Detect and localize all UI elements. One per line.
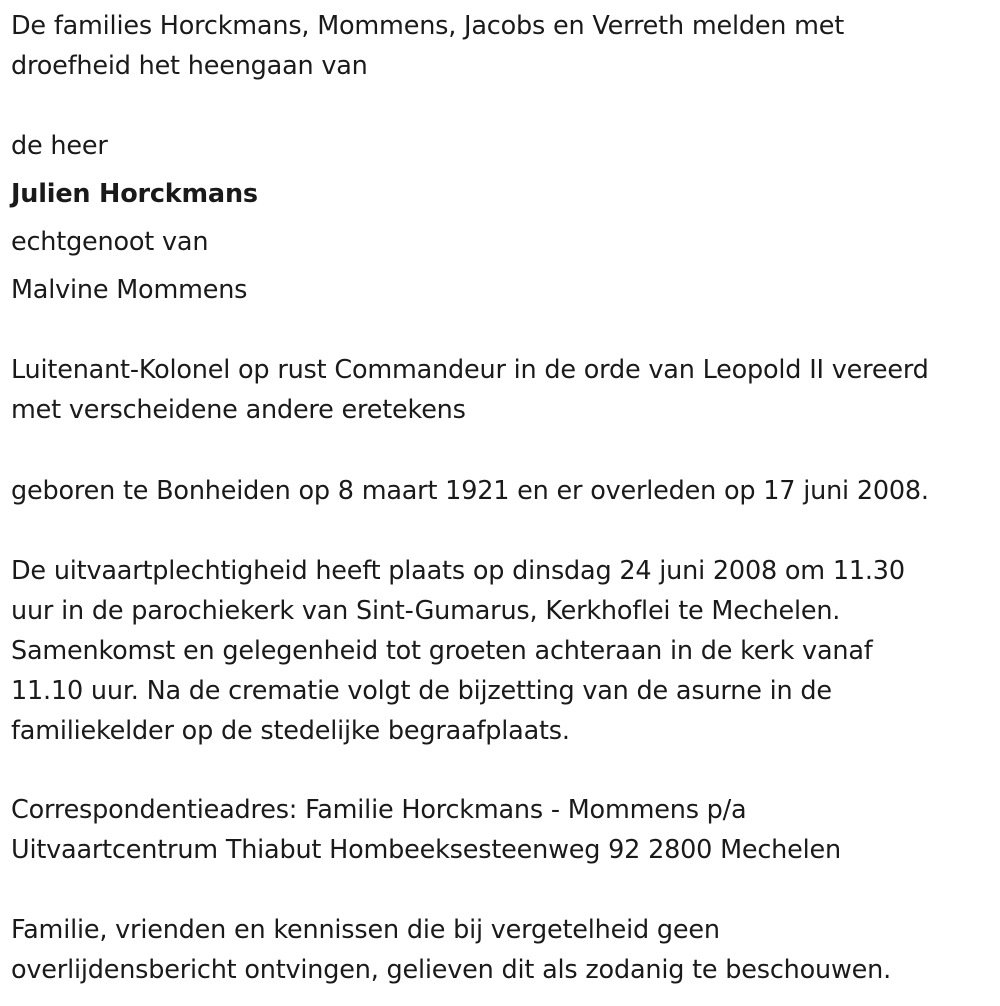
- intro-line-1: De families Horckmans, Mommens, Jacobs en Verreth melden met: [11, 11, 845, 41]
- spouse-name: Malvine Mommens: [11, 275, 248, 305]
- funeral-paragraph: [11, 551, 905, 751]
- funeral-line-5: familiekelder op de stedelijke begraafplaats.: [11, 716, 570, 746]
- correspondence-line-1: Correspondentieadres: Familie Horckmans - Mommens p/a: [11, 795, 747, 825]
- funeral-line-3: Samenkomst en gelegenheid tot groeten achteraan in de kerk vanaf: [11, 636, 873, 666]
- birth-death-line: geboren te Bonheiden op 8 maart 1921 en er overleden op 17 juni 2008.: [11, 476, 929, 506]
- closing-line-2: overlijdensbericht ontvingen, gelieven dit als zodanig te beschouwen.: [11, 955, 892, 985]
- rank-line-1: Luitenant-Kolonel op rust Commandeur in de orde van Leopold II vereerd: [11, 355, 929, 385]
- salutation: de heer: [11, 131, 108, 161]
- intro-paragraph: [11, 6, 844, 86]
- intro-line-2: droefheid het heengaan van: [11, 51, 368, 81]
- rank-paragraph: [11, 350, 929, 430]
- closing-line-1: Familie, vrienden en kennissen die bij vergetelheid geen: [11, 915, 720, 945]
- funeral-line-4: 11.10 uur. Na de crematie volgt de bijzetting van de asurne in de: [11, 676, 832, 706]
- correspondence-line-2: Uitvaartcentrum Thiabut Hombeeksesteenweg 92 2800 Mechelen: [11, 835, 841, 865]
- relation-label: echtgenoot van: [11, 227, 209, 257]
- funeral-line-2: uur in de parochiekerk van Sint-Gumarus, Kerkhoflei te Mechelen.: [11, 596, 841, 626]
- rank-line-2: met verscheidene andere eretekens: [11, 395, 466, 425]
- closing-paragraph: [11, 910, 891, 990]
- deceased-name: Julien Horckmans: [11, 179, 258, 209]
- correspondence-paragraph: [11, 790, 841, 870]
- funeral-line-1: De uitvaartplechtigheid heeft plaats op dinsdag 24 juni 2008 om 11.30: [11, 556, 905, 586]
